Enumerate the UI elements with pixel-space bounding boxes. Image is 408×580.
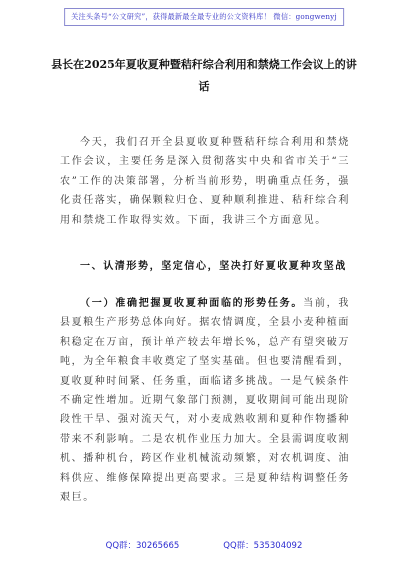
- header-banner: 关注头条号“公文研究”，获得最新最全最专业的公文资料库！ 微信：gongwenyj: [64, 8, 344, 26]
- document-title: 县长在2025年夏收夏种暨秸秆综合利用和禁烧工作会议上的讲话: [51, 58, 357, 93]
- body-paragraph: [60, 294, 350, 507]
- footer-contacts: [0, 539, 408, 551]
- subsection-body: 当前，我县夏粮生产形势总体向好。据农情调度，全县小麦种植面积稳定在万亩，预计单产较去年增长%，总产有望突破万吨，为全年粮食丰收奠定了坚实基础。但也要清醒看到，夏收夏种时间紧、任务重，面临诸多挑战。一是气候条件不确定性增加。近期气象部门预测，夏收期间可能出现阶段性干旱、强对流天气，对小麦成熟收割和夏种作物播种带来不利影响。二是农机作业压力加大。全县需调度收割机、播种机台，跨区作业机械流动频繁，对农机调度、油料供应、维修保障提出更高要求。三是夏种结构调整任务艰巨。: [60, 298, 350, 504]
- qq-group-2: QQ群：535304092: [223, 541, 303, 551]
- intro-paragraph: 今天，我们召开全县夏收夏种暨秸秆综合利用和禁烧工作会议，主要任务是深入贯彻落实中央和省市关于“三农”工作的决策部署，分析当前形势，明确重点任务，强化责任落实，确保颗粒归仓、夏种顺利推进、秸秆综合利用和禁烧工作取得实效。下面，我讲三个方面意见。: [60, 137, 350, 226]
- qq-group-1: QQ群：30265665: [105, 541, 180, 551]
- section-heading: 一、认清形势，坚定信心，坚决打好夏收夏种攻坚战: [80, 261, 347, 272]
- subsection-heading: （一）准确把握夏收夏种面临的形势任务。: [80, 298, 304, 309]
